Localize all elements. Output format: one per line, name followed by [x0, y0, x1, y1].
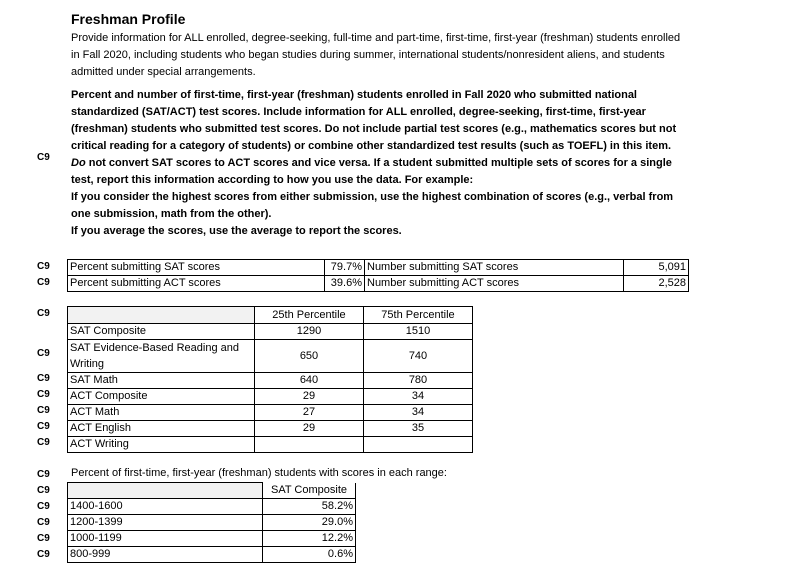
table-row [68, 276, 689, 292]
p25-value[interactable]: 650 [255, 340, 364, 373]
p25-value[interactable]: 29 [255, 421, 364, 437]
instructions-text-a: Percent and number of first-time, first-year (freshman) students enrolled in Fall 2020 who submitted national standardized (SAT/ACT) test scores. Include information for ALL enrolled, degree-seeking, first-time, first-year (freshman) students who submitted test scores. Do not include partial test scores (e.g., mathematics scores but not critical reading for a category of students) or combine other standardized test results (such as TOEFL) in this item. [71, 89, 677, 152]
instructions-paragraph-3: If you average the scores, use the average to report the scores. [71, 225, 402, 237]
p75-value[interactable]: 34 [364, 405, 473, 421]
row-label: ACT Writing [68, 437, 255, 453]
item-code: C9 [37, 261, 50, 272]
header-75th: 75th Percentile [364, 307, 473, 324]
row-label: Percent submitting SAT scores [68, 260, 325, 276]
item-code: C9 [37, 389, 50, 400]
header-25th: 25th Percentile [255, 307, 364, 324]
item-code: C9 [37, 533, 50, 544]
item-code: C9 [37, 308, 50, 319]
instructions-italic: Do [71, 157, 86, 169]
item-code: C9 [37, 469, 50, 480]
page-title: Freshman Profile [71, 11, 186, 27]
instructions-paragraph-2: If you consider the highest scores from either submission, use the highest combination of scores (e.g., verbal from one submission, math from the other). [71, 191, 674, 220]
table-row [68, 324, 473, 340]
table-header-row [68, 307, 473, 324]
p75-value[interactable] [364, 437, 473, 453]
percentile-table [67, 306, 473, 453]
header-blank [68, 307, 255, 324]
p25-value[interactable]: 1290 [255, 324, 364, 340]
instructions-paragraph-1 [71, 87, 686, 189]
table-row [68, 499, 356, 515]
row-label: ACT English [68, 421, 255, 437]
p25-value[interactable]: 27 [255, 405, 364, 421]
row-label: 1000-1199 [68, 531, 263, 547]
table-row [68, 373, 473, 389]
table-row [68, 531, 356, 547]
number-value[interactable]: 2,528 [624, 276, 689, 292]
row-label: 800-999 [68, 547, 263, 563]
percent-value[interactable]: 79.7% [325, 260, 365, 276]
item-code: C9 [37, 517, 50, 528]
row-label: 1400-1600 [68, 499, 263, 515]
instructions [71, 87, 686, 240]
p75-value[interactable]: 1510 [364, 324, 473, 340]
item-code: C9 [37, 421, 50, 432]
item-code: C9 [37, 152, 50, 163]
range-value[interactable]: 29.0% [263, 515, 356, 531]
number-value[interactable]: 5,091 [624, 260, 689, 276]
row-label: Number submitting ACT scores [365, 276, 624, 292]
header-blank [68, 483, 263, 499]
table-header-row [68, 483, 356, 499]
item-code: C9 [37, 277, 50, 288]
ranges-label: Percent of first-time, first-year (freshman) students with scores in each range: [71, 467, 447, 479]
range-value[interactable]: 58.2% [263, 499, 356, 515]
row-label: SAT Composite [68, 324, 255, 340]
row-label: 1200-1399 [68, 515, 263, 531]
item-code: C9 [37, 501, 50, 512]
p75-value[interactable]: 34 [364, 389, 473, 405]
item-code: C9 [37, 373, 50, 384]
p25-value[interactable] [255, 437, 364, 453]
header-sat-composite: SAT Composite [263, 483, 356, 499]
ranges-table [67, 482, 356, 563]
table-row [68, 405, 473, 421]
submitting-table [67, 259, 689, 292]
intro-text: Provide information for ALL enrolled, degree-seeking, full-time and part-time, first-time, first-year (freshman) students enrolled in Fall 2020, including students who began studies during summer, international students/nonresident aliens, and students admitted under special arrangements. [71, 32, 681, 78]
item-code: C9 [37, 437, 50, 448]
item-code: C9 [37, 485, 50, 496]
table-row [68, 437, 473, 453]
item-code: C9 [37, 549, 50, 560]
table-row [68, 340, 473, 373]
p25-value[interactable]: 29 [255, 389, 364, 405]
item-code: C9 [37, 405, 50, 416]
instructions-text-b: not convert SAT scores to ACT scores and vice versa. If a student submitted multiple sets of scores for a single test, report this information according to how you use the data. For example: [71, 157, 672, 186]
item-code: C9 [37, 348, 50, 359]
p25-value[interactable]: 640 [255, 373, 364, 389]
percent-value[interactable]: 39.6% [325, 276, 365, 292]
table-row [68, 421, 473, 437]
row-label: Percent submitting ACT scores [68, 276, 325, 292]
table-row [68, 547, 356, 563]
p75-value[interactable]: 740 [364, 340, 473, 373]
row-label: SAT Evidence-Based Reading and Writing [68, 340, 255, 373]
table-row [68, 515, 356, 531]
row-label: ACT Math [68, 405, 255, 421]
p75-value[interactable]: 780 [364, 373, 473, 389]
table-row [68, 389, 473, 405]
range-value[interactable]: 12.2% [263, 531, 356, 547]
row-label: Number submitting SAT scores [365, 260, 624, 276]
range-value[interactable]: 0.6% [263, 547, 356, 563]
table-row [68, 260, 689, 276]
row-label: ACT Composite [68, 389, 255, 405]
row-label: SAT Math [68, 373, 255, 389]
p75-value[interactable]: 35 [364, 421, 473, 437]
